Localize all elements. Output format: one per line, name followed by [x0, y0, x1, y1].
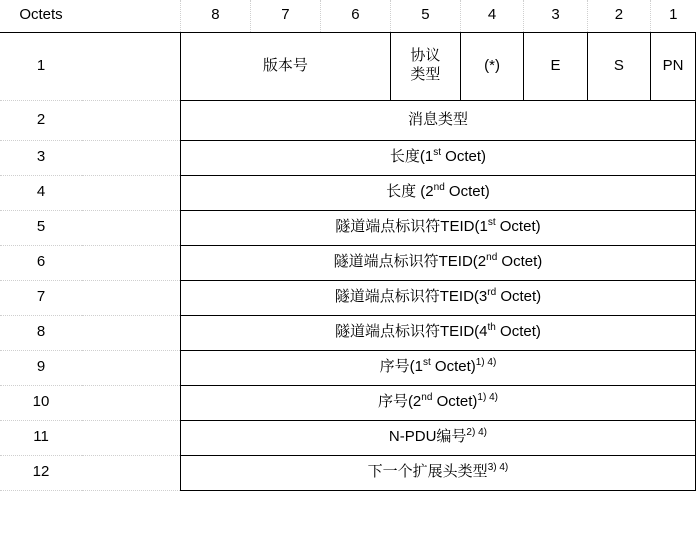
table-row [0, 100, 696, 140]
row-octet-number: 3 [0, 140, 82, 175]
field-length-octet-2-sup: nd [433, 182, 445, 194]
header-bit-1: 1 [651, 0, 696, 32]
row-octet-number: 11 [0, 420, 82, 455]
table-row [0, 32, 696, 100]
header-bit-7: 7 [250, 0, 320, 32]
field-teid-octet-1 [180, 210, 695, 245]
field-sequence-number-octet-1-sup: st [422, 357, 431, 369]
header-gutter [82, 0, 180, 32]
field-s-flag: S [587, 32, 650, 100]
table-header-row [0, 0, 696, 32]
table-row [0, 420, 696, 455]
field-length-octet-2-text2: Octet) [444, 183, 490, 201]
row-gutter [82, 280, 180, 315]
field-sequence-number-octet-1-text: 序号(1 [379, 358, 423, 376]
field-next-extension-header-type-text: 下一个扩展头类型 [367, 463, 488, 481]
field-length-octet-1 [180, 140, 695, 175]
row-gutter [82, 455, 180, 490]
field-teid-octet-1-sup: st [487, 217, 496, 229]
field-sequence-number-octet-2-text: 序号(2 [377, 393, 422, 411]
field-teid-octet-3-sup: rd [487, 287, 497, 299]
header-bit-3: 3 [524, 0, 587, 32]
table-row [0, 140, 696, 175]
field-teid-octet-3-text: 隧道端点标识符TEID(3 [334, 288, 488, 306]
field-message-type [180, 100, 695, 140]
table-row [0, 350, 696, 385]
table-row [0, 455, 696, 490]
field-pn-flag: PN [651, 32, 696, 100]
row-octet-number: 12 [0, 455, 82, 490]
row-octet-number: 6 [0, 245, 82, 280]
field-length-octet-1-text2: Octet) [441, 148, 487, 166]
table-row [0, 245, 696, 280]
row-gutter [82, 175, 180, 210]
field-next-extension-header-type [180, 455, 695, 490]
row-octet-number: 10 [0, 385, 82, 420]
row-octet-number: 4 [0, 175, 82, 210]
header-bit-8: 8 [180, 0, 250, 32]
field-teid-octet-2 [180, 245, 695, 280]
field-teid-octet-3-text2: Octet) [496, 288, 542, 306]
row-octet-number: 9 [0, 350, 82, 385]
table-row [0, 210, 696, 245]
row-octet-number: 5 [0, 210, 82, 245]
field-e-flag: E [524, 32, 587, 100]
field-sequence-number-octet-2-note: 1) 4) [477, 392, 498, 404]
row-octet-number: 7 [0, 280, 82, 315]
field-length-octet-2 [180, 175, 695, 210]
field-n-pdu-number-text: N-PDU编号 [388, 428, 467, 446]
field-teid-octet-1-text: 隧道端点标识符TEID(1 [335, 218, 488, 236]
field-sequence-number-octet-2-text2: Octet) [432, 393, 478, 411]
field-n-pdu-number [180, 420, 695, 455]
field-teid-octet-2-sup: nd [486, 252, 498, 264]
row-gutter [82, 210, 180, 245]
table-row [0, 385, 696, 420]
header-bit-5: 5 [390, 0, 460, 32]
field-teid-octet-3 [180, 280, 695, 315]
field-length-octet-1-text: 长度(1 [389, 148, 434, 166]
row-octet-number: 1 [0, 32, 82, 100]
table-row [0, 280, 696, 315]
field-teid-octet-1-text2: Octet) [495, 218, 541, 236]
field-teid-octet-4-sup: th [487, 322, 496, 334]
field-sequence-number-octet-1 [180, 350, 695, 385]
header-bit-2: 2 [587, 0, 650, 32]
header-bit-6: 6 [320, 0, 390, 32]
row-octet-number: 2 [0, 100, 82, 140]
field-teid-octet-2-text2: Octet) [497, 253, 543, 271]
field-next-extension-header-type-note: 3) 4) [487, 462, 509, 474]
field-n-pdu-number-note: 2) 4) [466, 427, 487, 439]
field-sequence-number-octet-2-sup: nd [421, 392, 433, 404]
table-row [0, 315, 696, 350]
field-version: 版本号 [180, 32, 390, 100]
field-sequence-number-octet-1-text2: Octet) [430, 358, 476, 376]
field-length-octet-1-sup: st [433, 147, 442, 159]
field-teid-octet-4-text2: Octet) [495, 323, 541, 341]
field-length-octet-2-text: 长度 (2 [386, 183, 434, 201]
row-gutter [82, 350, 180, 385]
field-teid-octet-4-text: 隧道端点标识符TEID(4 [335, 323, 488, 341]
row-gutter [82, 100, 180, 140]
field-reserved: (*) [460, 32, 523, 100]
table-row [0, 175, 696, 210]
row-gutter [82, 245, 180, 280]
row-gutter [82, 32, 180, 100]
row-octet-number: 8 [0, 315, 82, 350]
field-message-type-text: 消息类型 [407, 110, 468, 128]
row-gutter [82, 315, 180, 350]
field-sequence-number-octet-1-note: 1) 4) [475, 357, 497, 369]
header-bit-4: 4 [460, 0, 523, 32]
row-gutter [82, 140, 180, 175]
field-teid-octet-4 [180, 315, 695, 350]
header-octets: Octets [0, 0, 82, 32]
field-teid-octet-2-text: 隧道端点标识符TEID(2 [333, 253, 487, 271]
field-protocol-type [390, 32, 460, 100]
field-sequence-number-octet-2 [180, 385, 695, 420]
row-gutter [82, 385, 180, 420]
row-gutter [82, 420, 180, 455]
field-protocol-type-line1: 协议 [410, 47, 441, 65]
field-protocol-type-line2: 类型 [410, 66, 441, 83]
